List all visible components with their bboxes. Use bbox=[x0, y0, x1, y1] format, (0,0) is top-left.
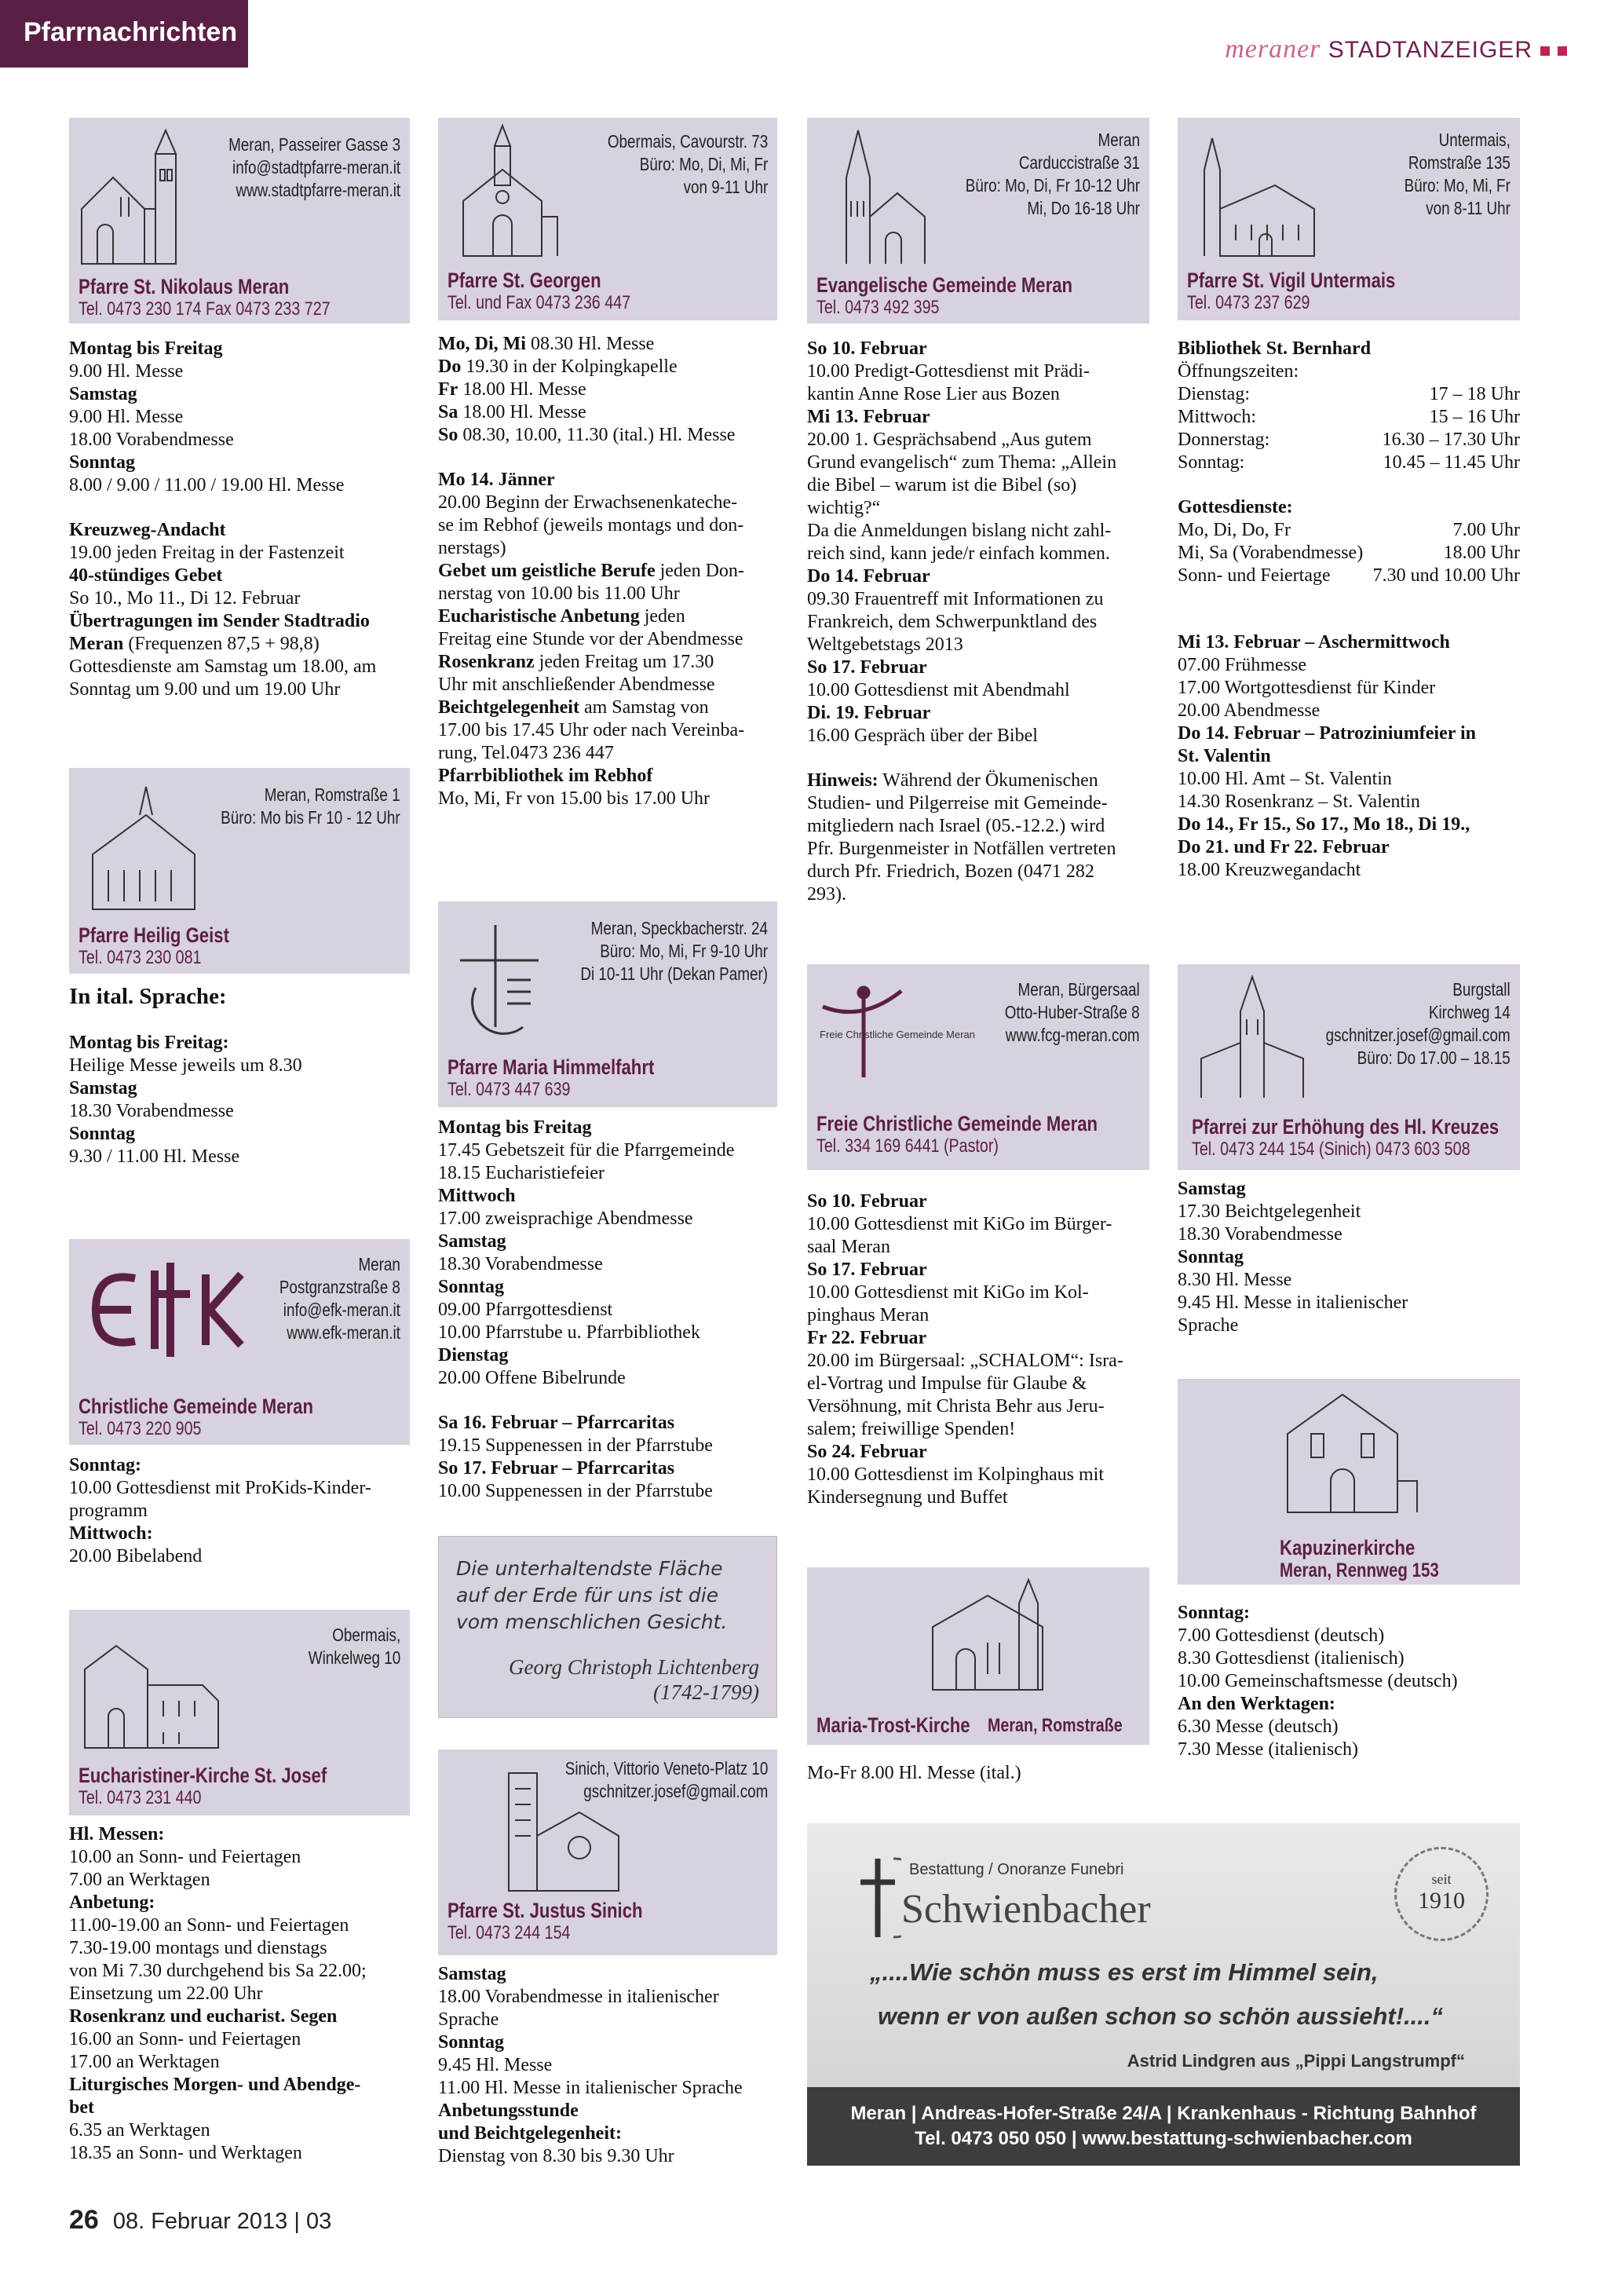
text-line: Beichtgelegenheit am Samstag von bbox=[438, 697, 709, 718]
text-line: So 17. Februar bbox=[807, 1260, 927, 1280]
church-icon bbox=[1193, 972, 1311, 1106]
page-number: 26 bbox=[69, 2205, 99, 2235]
section-label: Pfarrnachrichten bbox=[0, 0, 248, 68]
box-kapuz: Kapuzinerkirche Meran, Rennweg 153 bbox=[1178, 1379, 1520, 1585]
text-line: 17.00 bis 17.45 Uhr oder nach Vereinba- bbox=[438, 720, 745, 740]
box-geist: Meran, Romstraße 1 Büro: Mo bis Fr 10 - 12 Uhr Pfarre Heilig Geist Tel. 0473 230 081 bbox=[69, 768, 410, 974]
text-line: Sonntag: 10.45 – 11.45 Uhr bbox=[1178, 452, 1520, 473]
text-line: Montag bis Freitag: bbox=[69, 1033, 229, 1053]
text-line: Do 19.30 in der Kolpingkapelle bbox=[438, 356, 678, 377]
text-line: Samstag bbox=[438, 1231, 506, 1252]
text-line: 16.00 an Sonn- und Feiertagen bbox=[69, 2029, 301, 2049]
church-icon bbox=[917, 1572, 1058, 1698]
text-line: 9.45 Hl. Messe in italienischer bbox=[1178, 1292, 1408, 1313]
church-icon bbox=[85, 784, 203, 917]
text-line: 8.00 / 9.00 / 11.00 / 19.00 Hl. Messe bbox=[69, 475, 345, 495]
text-line: 20.00 im Bürgersaal: „SCHALOM“: Isra- bbox=[807, 1351, 1123, 1371]
text-line: Fr 22. Februar bbox=[807, 1328, 927, 1348]
text-line: Sonntag bbox=[1178, 1247, 1244, 1267]
text-line: 10.00 Gottesdienst mit KiGo im Bürger- bbox=[807, 1214, 1112, 1234]
text-line: Versöhnung, mit Christa Behr aus Jeru- bbox=[807, 1396, 1105, 1417]
text-line: reich sind, kann jede/r einfach kommen. bbox=[807, 543, 1110, 564]
text-line: Kindersegnung und Buffet bbox=[807, 1487, 1008, 1508]
text-line: 18.00 Vorabendmesse bbox=[69, 430, 234, 450]
text-line: In ital. Sprache: bbox=[69, 984, 227, 1009]
text-line: So 17. Februar bbox=[807, 657, 927, 678]
text-line: 18.30 Vorabendmesse bbox=[1178, 1224, 1342, 1245]
text-line: 8.30 Gottesdienst (italienisch) bbox=[1178, 1648, 1405, 1669]
text-line: Do 14., Fr 15., So 17., Mo 18., Di 19., bbox=[1178, 814, 1470, 835]
box-evang: Meran Carduccistraße 31 Büro: Mo, Di, Fr 10-12 Uhr Mi, Do 16-18 Uhr Evangelische Gemeinde Meran Tel. 0473 492 395 bbox=[807, 118, 1149, 324]
text-line: 19.15 Suppenessen in der Pfarrstube bbox=[438, 1435, 713, 1456]
text-line: 16.00 Gespräch über der Bibel bbox=[807, 726, 1038, 746]
text-line: Hl. Messen: bbox=[69, 1824, 165, 1844]
text-line: Grund evangelisch“ zum Thema: „Allein bbox=[807, 452, 1117, 473]
text-line: Sa 18.00 Hl. Messe bbox=[438, 402, 586, 422]
text-line: bet bbox=[69, 2097, 94, 2118]
text-line: 20.00 1. Gesprächsabend „Aus gutem bbox=[807, 430, 1092, 450]
text-line: 10.00 Hl. Amt – St. Valentin bbox=[1178, 769, 1392, 789]
brand-logo: meraner STADTANZEIGER bbox=[1225, 35, 1567, 64]
text-line: Fr 18.00 Hl. Messe bbox=[438, 379, 586, 400]
text-line: Do 14. Februar – Patroziniumfeier in bbox=[1178, 723, 1476, 744]
text-line: se im Rebhof (jeweils montags und don- bbox=[438, 515, 744, 536]
text-line: Mi 13. Februar bbox=[807, 407, 930, 427]
advertisement: Bestattung / Onoranze Funebri Schwienbacher seit 1910 „....Wie schön muss es erst im Himmel sein, wenn er von außen schon so schön aussieht!....“ Astrid Lindgren aus „Pippi Langstrumpf“ Meran | Andreas-Hofer-Straße 24/A | Krankenhaus - Richtung Bahnhof Tel. 0473 050 050 | www.bestattung-schwienbacher.com bbox=[807, 1823, 1520, 2166]
text-line: 9.00 Hl. Messe bbox=[69, 407, 184, 427]
text-line: Do 14. Februar bbox=[807, 566, 930, 587]
page-footer bbox=[69, 2205, 331, 2236]
text-line: Einsetzung um 22.00 Uhr bbox=[69, 1983, 263, 2004]
text-line: Rosenkranz und eucharist. Segen bbox=[69, 2006, 338, 2027]
text-line: So 10. Februar bbox=[807, 338, 927, 359]
text-line: 17.00 an Werktagen bbox=[69, 2052, 220, 2072]
text-line: Samstag bbox=[438, 1964, 506, 1984]
text-line: 18.30 Vorabendmesse bbox=[69, 1101, 234, 1121]
text-line: Mo 14. Jänner bbox=[438, 470, 555, 490]
text-line: Freitag eine Stunde vor der Abendmesse bbox=[438, 629, 743, 649]
text-line: So 08.30, 10.00, 11.30 (ital.) Hl. Messe bbox=[438, 425, 736, 445]
text-georgen bbox=[438, 333, 780, 810]
text-line: So 10., Mo 11., Di 12. Februar bbox=[69, 588, 301, 609]
text-line: Mittwoch: bbox=[69, 1523, 153, 1544]
box-efk: Meran Postgranzstraße 8 info@efk-meran.it www.efk-meran.it Christliche Gemeinde Meran Tel. 0473 220 905 bbox=[69, 1239, 410, 1445]
text-mariatrost bbox=[807, 1762, 1153, 1785]
text-line: 10.00 Gottesdienst im Kolpinghaus mit bbox=[807, 1464, 1104, 1485]
text-justus bbox=[438, 1963, 780, 2168]
text-line: 6.35 an Werktagen bbox=[69, 2120, 210, 2141]
text-line: Sa 16. Februar – Pfarrcaritas bbox=[438, 1413, 675, 1433]
text-line: die Bibel – warum ist die Bibel (so) bbox=[807, 475, 1077, 495]
text-himmel bbox=[438, 1117, 780, 1503]
text-line: Liturgisches Morgen- und Abendge- bbox=[69, 2075, 361, 2095]
text-line: Sonntag: bbox=[1178, 1603, 1251, 1623]
text-line: Öffnungszeiten: bbox=[1178, 361, 1299, 382]
cross-logo-icon bbox=[452, 917, 554, 1035]
text-line: 20.00 Offene Bibelrunde bbox=[438, 1368, 626, 1388]
text-line: programm bbox=[69, 1501, 148, 1521]
text-line: Mo, Di, Mi 08.30 Hl. Messe bbox=[438, 334, 655, 354]
text-line: 7.30-19.00 montags und dienstags bbox=[69, 1938, 327, 1958]
text-line: Anbetungsstunde bbox=[438, 2100, 579, 2121]
box-mariatrost: Maria-Trost-Kirche Meran, Romstraße bbox=[807, 1567, 1149, 1745]
text-line: Donnerstag: 16.30 – 17.30 Uhr bbox=[1178, 430, 1520, 450]
box-kreuz: Burgstall Kirchweg 14 gschnitzer.josef@gmail.com Büro: Do 17.00 – 18.15 Pfarrei zur Erhöhung des Hl. Kreuzes Tel. 0473 244 154 (Sinich) 0473 603 508 bbox=[1178, 964, 1520, 1170]
text-line: 10.00 Gottesdienst mit Abendmahl bbox=[807, 680, 1070, 700]
text-vigil bbox=[1178, 338, 1520, 882]
text-line: Dienstag bbox=[438, 1345, 509, 1366]
box-nikolaus: Meran, Passeirer Gasse 3 info@stadtpfarre-meran.it www.stadtpfarre-meran.it Pfarre St. Nikolaus Meran Tel. 0473 230 174 Fax 0473 233 727 bbox=[69, 118, 410, 324]
quote-years: (1742-1799) bbox=[653, 1680, 759, 1704]
text-line: Frankreich, dem Schwerpunktland des bbox=[807, 612, 1098, 632]
text-line: 11.00 Hl. Messe in italienischer Sprache bbox=[438, 2078, 743, 2098]
text-line: Sonntag: bbox=[69, 1455, 142, 1475]
text-line: Gottesdienste am Samstag um 18.00, am bbox=[69, 656, 377, 677]
text-geist bbox=[69, 983, 415, 1168]
text-line: Sonn- und Feiertage 7.30 und 10.00 Uhr bbox=[1178, 565, 1520, 586]
text-line: Mittwoch bbox=[438, 1186, 516, 1206]
cross-icon bbox=[854, 1855, 901, 1941]
text-line: Weltgebetstags 2013 bbox=[807, 634, 963, 655]
text-line: Gebet um geistliche Berufe jeden Don- bbox=[438, 561, 744, 581]
text-line: Hinweis: Während der Ökumenischen bbox=[807, 770, 1098, 791]
text-line: kantin Anne Rose Lier aus Bozen bbox=[807, 384, 1060, 404]
quote-line: auf der Erde für uns ist die bbox=[456, 1584, 719, 1607]
text-line: 9.30 / 11.00 Hl. Messe bbox=[69, 1146, 240, 1167]
text-line: rung, Tel.0473 236 447 bbox=[438, 743, 614, 763]
text-line: 20.00 Abendmesse bbox=[1178, 700, 1321, 721]
text-line: 10.00 an Sonn- und Feiertagen bbox=[69, 1847, 301, 1867]
box-josef: Obermais, Winkelweg 10 Eucharistiner-Kirche St. Josef Tel. 0473 231 440 bbox=[69, 1610, 410, 1815]
text-nikolaus bbox=[69, 338, 415, 701]
text-line: salem; freiwillige Spenden! bbox=[807, 1419, 1016, 1439]
issue-date: 08. Februar 2013 | 03 bbox=[112, 2209, 332, 2234]
text-line: Uhr mit anschließender Abendmesse bbox=[438, 675, 715, 695]
text-line: 9.00 Hl. Messe bbox=[69, 361, 184, 382]
text-line: Eucharistische Anbetung jeden bbox=[438, 606, 685, 627]
text-line: 10.00 Gemeinschaftsmesse (deutsch) bbox=[1178, 1671, 1458, 1691]
text-line: 18.35 an Sonn- und Werktagen bbox=[69, 2143, 302, 2163]
text-line: pinghaus Meran bbox=[807, 1305, 930, 1325]
text-line: Montag bis Freitag bbox=[438, 1117, 592, 1138]
text-line: Sonntag um 9.00 und um 19.00 Uhr bbox=[69, 679, 341, 700]
text-line: saal Meran bbox=[807, 1237, 890, 1257]
text-line: mitgliedern nach Israel (05.-12.2.) wird bbox=[807, 816, 1105, 836]
box-justus: Sinich, Vittorio Veneto-Platz 10 gschnitzer.josef@gmail.com Pfarre St. Justus Sinich Tel. 0473 244 154 bbox=[438, 1749, 777, 1955]
text-line: Heilige Messe jeweils um 8.30 bbox=[69, 1055, 302, 1076]
text-line: durch Pfr. Friedrich, Bozen (0471 282 bbox=[807, 861, 1094, 882]
text-line: von Mi 7.30 durchgehend bis Sa 22.00; bbox=[69, 1961, 367, 1981]
text-line: 9.45 Hl. Messe bbox=[438, 2055, 553, 2075]
text-line: So 10. Februar bbox=[807, 1191, 927, 1212]
efk-logo-icon bbox=[80, 1263, 245, 1357]
text-line: Sprache bbox=[1178, 1315, 1239, 1336]
text-line: Meran (Frequenzen 87,5 + 98,8) bbox=[69, 634, 320, 654]
text-line: 09.00 Pfarrgottesdienst bbox=[438, 1300, 613, 1320]
text-line: 11.00-19.00 an Sonn- und Feiertagen bbox=[69, 1915, 349, 1936]
box-fcg: Freie Christliche Gemeinde Meran Meran, Bürgersaal Otto-Huber-Straße 8 www.fcg-meran.com Freie Christliche Gemeinde Meran Tel. 334 169 6441 (Pastor) bbox=[807, 964, 1149, 1170]
text-line: 07.00 Frühmesse bbox=[1178, 655, 1306, 675]
text-line: 7.00 Gottesdienst (deutsch) bbox=[1178, 1625, 1385, 1646]
text-kreuz bbox=[1178, 1178, 1520, 1337]
text-line: Samstag bbox=[69, 1078, 137, 1099]
text-line: Mo, Mi, Fr von 15.00 bis 17.00 Uhr bbox=[438, 788, 711, 809]
text-line: St. Valentin bbox=[1178, 746, 1271, 766]
text-line: Sonntag bbox=[438, 2032, 505, 2053]
text-line: 18.00 Vorabendmesse in italienischer bbox=[438, 1987, 719, 2007]
text-line: 20.00 Bibelabend bbox=[69, 1546, 203, 1567]
text-line: 10.00 Predigt-Gottesdienst mit Prädi- bbox=[807, 361, 1090, 382]
text-line: Rosenkranz jeden Freitag um 17.30 bbox=[438, 652, 714, 672]
text-line: 40-stündiges Gebet bbox=[69, 565, 223, 586]
text-line: Übertragungen im Sender Stadtradio bbox=[69, 611, 370, 631]
text-line: 10.00 Gottesdienst mit KiGo im Kol- bbox=[807, 1282, 1089, 1303]
box-georgen: Obermais, Cavourstr. 73 Büro: Mo, Di, Mi, Fr von 9-11 Uhr Pfarre St. Georgen Tel. und Fax 0473 236 447 bbox=[438, 118, 777, 320]
quote-line: vom menschlichen Gesicht. bbox=[456, 1610, 728, 1633]
text-line: 19.00 jeden Freitag in der Fastenzeit bbox=[69, 543, 345, 563]
box-himmel: Meran, Speckbacherstr. 24 Büro: Mo, Mi, Fr 9-10 Uhr Di 10-11 Uhr (Dekan Pamer) Pfarre Maria Himmelfahrt Tel. 0473 447 639 bbox=[438, 901, 777, 1107]
church-icon bbox=[1280, 1387, 1421, 1520]
text-kapuz bbox=[1178, 1602, 1520, 1761]
text-line: Mo-Fr 8.00 Hl. Messe (ital.) bbox=[807, 1763, 1021, 1783]
text-line: Mi, Sa (Vorabendmesse) 18.00 Uhr bbox=[1178, 543, 1520, 563]
text-line: 10.00 Pfarrstube u. Pfarrbibliothek bbox=[438, 1322, 700, 1343]
text-line: 293). bbox=[807, 884, 846, 905]
text-line: Samstag bbox=[1178, 1179, 1246, 1199]
text-line: Anbetung: bbox=[69, 1892, 155, 1913]
text-line: Samstag bbox=[69, 384, 137, 404]
text-line: 14.30 Rosenkranz – St. Valentin bbox=[1178, 792, 1420, 812]
box-vigil: Untermais, Romstraße 135 Büro: Mo, Mi, Fr von 8-11 Uhr Pfarre St. Vigil Untermais Tel. 0473 237 629 bbox=[1178, 118, 1520, 320]
text-line: 18.00 Kreuzwegandacht bbox=[1178, 860, 1361, 880]
text-line: Do 21. und Fr 22. Februar bbox=[1178, 837, 1390, 857]
text-line: 10.00 Suppenessen in der Pfarrstube bbox=[438, 1481, 713, 1501]
text-line: Dienstag von 8.30 bis 9.30 Uhr bbox=[438, 2146, 674, 2166]
quote-line: Die unterhaltendste Fläche bbox=[456, 1557, 723, 1580]
text-line: Di. 19. Februar bbox=[807, 703, 931, 723]
text-line: el-Vortrag und Impulse für Glaube & bbox=[807, 1373, 1087, 1394]
text-line: 20.00 Beginn der Erwachsenenkateche- bbox=[438, 492, 738, 513]
text-line: nerstags) bbox=[438, 538, 506, 558]
text-line: Sonntag bbox=[69, 452, 136, 473]
text-efk bbox=[69, 1454, 415, 1568]
church-icon bbox=[77, 1622, 234, 1756]
text-line: Mittwoch: 15 – 16 Uhr bbox=[1178, 407, 1520, 427]
text-line: Pfarrbibliothek im Rebhof bbox=[438, 766, 653, 786]
text-line: 7.00 an Werktagen bbox=[69, 1870, 210, 1890]
text-line: So 17. Februar – Pfarrcaritas bbox=[438, 1458, 675, 1479]
text-line: Mi 13. Februar – Aschermittwoch bbox=[1178, 632, 1450, 653]
text-line: 8.30 Hl. Messe bbox=[1178, 1270, 1292, 1290]
text-line: An den Werktagen: bbox=[1178, 1694, 1335, 1714]
text-line: 7.30 Messe (italienisch) bbox=[1178, 1739, 1358, 1760]
text-line: Mo, Di, Do, Fr 7.00 Uhr bbox=[1178, 520, 1520, 540]
text-line: Sprache bbox=[438, 2009, 499, 2030]
text-line: 10.00 Gottesdienst mit ProKids-Kinder- bbox=[69, 1478, 371, 1498]
quote-author: Georg Christoph Lichtenberg bbox=[509, 1655, 759, 1679]
text-line: 17.00 Wortgottesdienst für Kinder bbox=[1178, 678, 1436, 698]
text-evang bbox=[807, 338, 1153, 906]
church-icon bbox=[1189, 122, 1322, 264]
text-line: Sonntag bbox=[69, 1124, 136, 1144]
text-line: Kreuzweg-Andacht bbox=[69, 520, 226, 540]
text-line: Pfr. Burgenmeister in Notfällen vertreten bbox=[807, 839, 1116, 859]
text-line: nerstag von 10.00 bis 11.00 Uhr bbox=[438, 583, 680, 604]
text-line: Bibliothek St. Bernhard bbox=[1178, 338, 1372, 359]
text-line: Dienstag: 17 – 18 Uhr bbox=[1178, 384, 1520, 404]
text-line: Gottesdienste: bbox=[1178, 497, 1293, 517]
quote-box bbox=[438, 1536, 777, 1718]
text-line: Sonntag bbox=[438, 1277, 505, 1297]
text-line: wichtig?“ bbox=[807, 498, 881, 518]
text-line: 18.15 Eucharistiefeier bbox=[438, 1163, 605, 1183]
text-line: 09.30 Frauentreff mit Informationen zu bbox=[807, 589, 1104, 609]
church-icon bbox=[823, 122, 933, 272]
church-icon bbox=[74, 122, 192, 272]
text-josef bbox=[69, 1823, 415, 2165]
text-line: 17.00 zweisprachige Abendmesse bbox=[438, 1208, 693, 1229]
text-line: 17.30 Beichtgelegenheit bbox=[1178, 1201, 1361, 1222]
text-line: So 24. Februar bbox=[807, 1442, 927, 1462]
text-line: 6.30 Messe (deutsch) bbox=[1178, 1717, 1339, 1737]
church-icon bbox=[455, 122, 565, 264]
text-line: und Beichtgelegenheit: bbox=[438, 2123, 622, 2144]
text-line: Studien- und Pilgerreise mit Gemeinde- bbox=[807, 793, 1108, 813]
text-fcg bbox=[807, 1190, 1153, 1509]
text-line: 17.45 Gebetszeit für die Pfarrgemeinde bbox=[438, 1140, 735, 1161]
text-line: Da die Anmeldungen bislang nicht zahl- bbox=[807, 521, 1112, 541]
text-line: Montag bis Freitag bbox=[69, 338, 223, 359]
text-line: 18.30 Vorabendmesse bbox=[438, 1254, 603, 1274]
